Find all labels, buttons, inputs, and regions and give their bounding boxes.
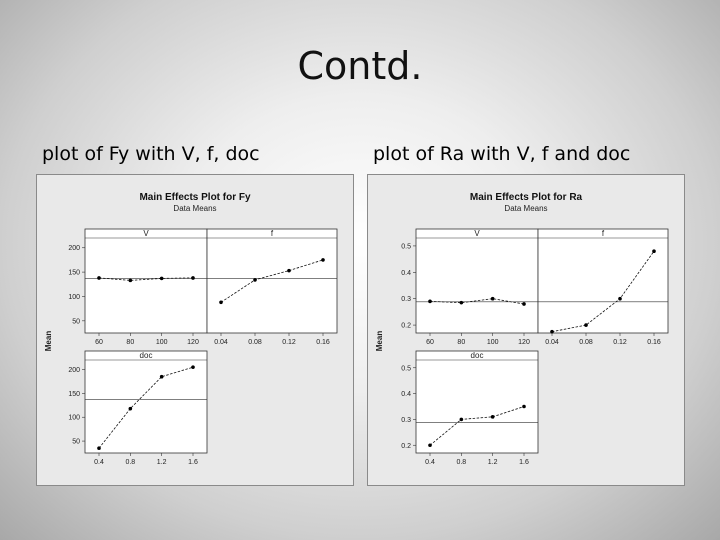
data-point <box>97 446 101 450</box>
x-tick-label: 0.16 <box>316 339 330 346</box>
data-point <box>428 300 432 304</box>
factor-label: f <box>270 229 274 238</box>
y-tick-label: 0.2 <box>401 442 411 450</box>
panel-frame <box>207 229 337 333</box>
x-tick-label: 0.08 <box>579 339 593 346</box>
y-tick-label: 150 <box>68 269 80 277</box>
x-tick-label: 100 <box>155 339 168 346</box>
x-tick-label: 1.6 <box>519 459 529 466</box>
data-point <box>129 279 133 283</box>
y-axis-label: Mean <box>375 330 384 352</box>
chart-subtitle: Data Means <box>173 204 217 213</box>
data-point <box>191 365 195 369</box>
panel-frame <box>538 229 668 333</box>
ra-chart-svg <box>368 175 684 485</box>
factor-label: V <box>474 229 480 238</box>
x-tick-label: 0.08 <box>248 339 262 346</box>
x-tick-label: 60 <box>95 339 103 346</box>
x-tick-label: 0.16 <box>647 339 661 346</box>
data-point <box>522 405 526 409</box>
factor-label: V <box>143 229 149 238</box>
panel-frame <box>85 229 207 333</box>
chart-subtitle: Data Means <box>504 204 548 213</box>
panel-frame <box>85 351 207 453</box>
data-point <box>129 407 133 411</box>
x-tick-label: 0.12 <box>613 339 627 346</box>
x-tick-label: 120 <box>518 339 530 346</box>
x-tick-label: 1.2 <box>487 459 498 466</box>
y-tick-label: 150 <box>68 390 80 398</box>
data-point <box>160 375 164 379</box>
data-point <box>219 301 223 305</box>
chart-title: Main Effects Plot for Ra <box>469 192 583 203</box>
chart-title: Main Effects Plot for Fy <box>139 192 251 203</box>
data-point <box>550 330 554 334</box>
slide-title: Contd. <box>297 44 423 88</box>
x-tick-label: 60 <box>426 339 434 346</box>
data-point <box>491 415 495 419</box>
x-tick-label: 120 <box>187 339 199 346</box>
data-point <box>618 297 622 301</box>
data-point <box>460 418 464 422</box>
data-point <box>321 258 325 262</box>
data-point <box>652 249 656 253</box>
x-tick-label: 80 <box>126 339 135 346</box>
y-tick-label: 0.3 <box>401 296 411 304</box>
ra-main-effects-chart <box>367 174 685 486</box>
data-point <box>428 443 432 447</box>
y-tick-label: 0.4 <box>401 269 411 277</box>
data-point <box>287 269 291 273</box>
data-point <box>584 323 588 327</box>
y-tick-label: 0.3 <box>401 416 411 424</box>
factor-label: doc <box>470 351 484 360</box>
x-tick-label: 0.8 <box>125 459 136 466</box>
x-tick-label: 0.04 <box>214 339 228 346</box>
y-tick-label: 50 <box>72 318 80 326</box>
factor-label: doc <box>139 351 153 360</box>
y-tick-label: 200 <box>68 245 80 253</box>
x-tick-label: 1.6 <box>188 459 198 466</box>
x-tick-label: 1.2 <box>156 459 167 466</box>
y-tick-label: 0.5 <box>401 365 411 373</box>
panel-frame <box>416 351 538 453</box>
x-tick-label: 100 <box>486 339 499 346</box>
y-tick-label: 0.5 <box>401 243 411 251</box>
data-point <box>160 277 164 281</box>
data-point <box>491 297 495 301</box>
left-chart-caption: plot of Fy with V, f, doc <box>42 143 260 165</box>
data-point <box>191 276 195 280</box>
data-point <box>522 302 526 306</box>
panel-frame <box>416 229 538 333</box>
y-axis-label: Mean <box>44 330 53 352</box>
x-tick-label: 0.4 <box>94 459 104 466</box>
y-tick-label: 0.2 <box>401 322 411 330</box>
fy-main-effects-chart <box>36 174 354 486</box>
x-tick-label: 0.12 <box>282 339 296 346</box>
x-tick-label: 0.8 <box>456 459 467 466</box>
y-tick-label: 100 <box>68 293 80 301</box>
x-tick-label: 0.4 <box>425 459 435 466</box>
y-tick-label: 50 <box>72 438 80 446</box>
data-point <box>97 276 101 280</box>
x-tick-label: 80 <box>457 339 466 346</box>
y-tick-label: 0.4 <box>401 391 411 399</box>
fy-chart-svg <box>37 175 353 485</box>
y-tick-label: 100 <box>68 414 80 422</box>
y-tick-label: 200 <box>68 367 80 375</box>
x-tick-label: 0.04 <box>545 339 559 346</box>
data-point <box>460 301 464 305</box>
data-point <box>253 278 257 282</box>
factor-label: f <box>601 229 605 238</box>
right-chart-caption: plot of Ra with V, f and doc <box>373 143 631 165</box>
